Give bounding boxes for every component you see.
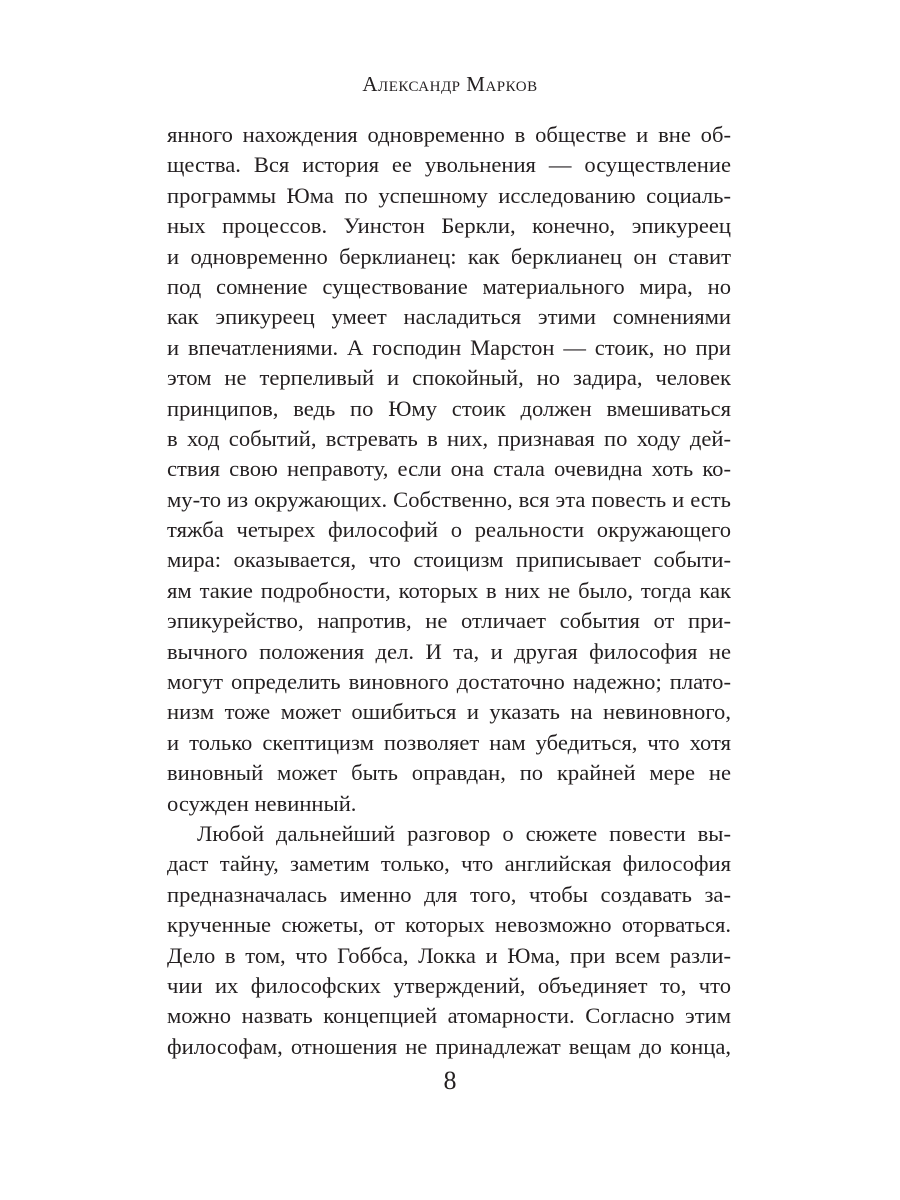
- text-line: философам, отношения не принадлежат вещам до конца,: [167, 1033, 731, 1059]
- text-line: и только скептицизм позволяет нам убедиться, что хотя: [167, 729, 731, 755]
- text-line: янного нахождения одновременно в обществе и вне об-: [167, 122, 731, 147]
- text-line: крученные сюжеты, от которых невозможно оторваться.: [167, 912, 731, 938]
- text-line: низм тоже может ошибиться и указать на невиновного,: [167, 699, 731, 725]
- text-line: можно назвать концепцией атомарности. Согласно этим: [167, 1003, 731, 1029]
- text-line: щества. Вся история ее увольнения — осуществление: [167, 152, 731, 178]
- paragraph: [167, 819, 731, 1062]
- text-line: ных процессов. Уинстон Беркли, конечно, эпикуреец: [167, 213, 731, 239]
- text-line: даст тайну, заметим только, что английская философия: [167, 851, 731, 877]
- text-line: программы Юма по успешному исследованию социаль-: [167, 182, 731, 208]
- text-line: му-то из окружающих. Собственно, вся эта повесть и есть: [167, 486, 731, 512]
- text-line: вычного положения дел. И та, и другая философия не: [167, 638, 731, 664]
- paragraph: [167, 120, 731, 819]
- text-line: под сомнение существование материального мира, но: [167, 273, 731, 299]
- text-line: в ход событий, встревать в них, признавая по ходу дей-: [167, 425, 731, 451]
- text-line: Дело в том, что Гоббса, Локка и Юма, при всем разли-: [167, 942, 731, 968]
- text-line: предназначалась именно для того, чтобы создавать за-: [167, 881, 731, 907]
- text-line: ствия свою неправоту, если она стала очевидна хоть ко-: [167, 456, 731, 482]
- text-line: и впечатлениями. А господин Марстон — стоик, но при: [167, 334, 731, 360]
- text-line: принципов, ведь по Юму стоик должен вмешиваться: [167, 395, 731, 421]
- text-line: этом не терпеливый и спокойный, но задира, человек: [167, 365, 731, 391]
- text-line: тяжба четырех философий о реальности окружающего: [167, 517, 731, 543]
- text-line: как эпикуреец умеет насладиться этими сомнениями: [167, 304, 731, 330]
- text-line: виновный может быть оправдан, по крайней мере не: [167, 760, 731, 786]
- text-line: эпикурейство, напротив, не отличает события от при-: [167, 608, 731, 634]
- text-line: чии их философских утверждений, объединяет то, что: [167, 972, 731, 998]
- page-number: 8: [443, 1066, 457, 1095]
- text-line: ям такие подробности, которых в них не было, тогда как: [167, 577, 731, 603]
- text-line: осужден невинный.: [167, 790, 357, 816]
- running-head: Александр Марков: [362, 72, 538, 96]
- text-line: могут определить виновного достаточно надежно; плато-: [167, 669, 731, 695]
- text-line: Любой дальнейший разговор о сюжете повести вы-: [197, 820, 731, 846]
- text-line: мира: оказывается, что стоицизм приписывает событи-: [167, 547, 731, 573]
- text-line: и одновременно берклианец: как берклианец он ставит: [167, 243, 731, 269]
- body-text: [167, 120, 731, 1062]
